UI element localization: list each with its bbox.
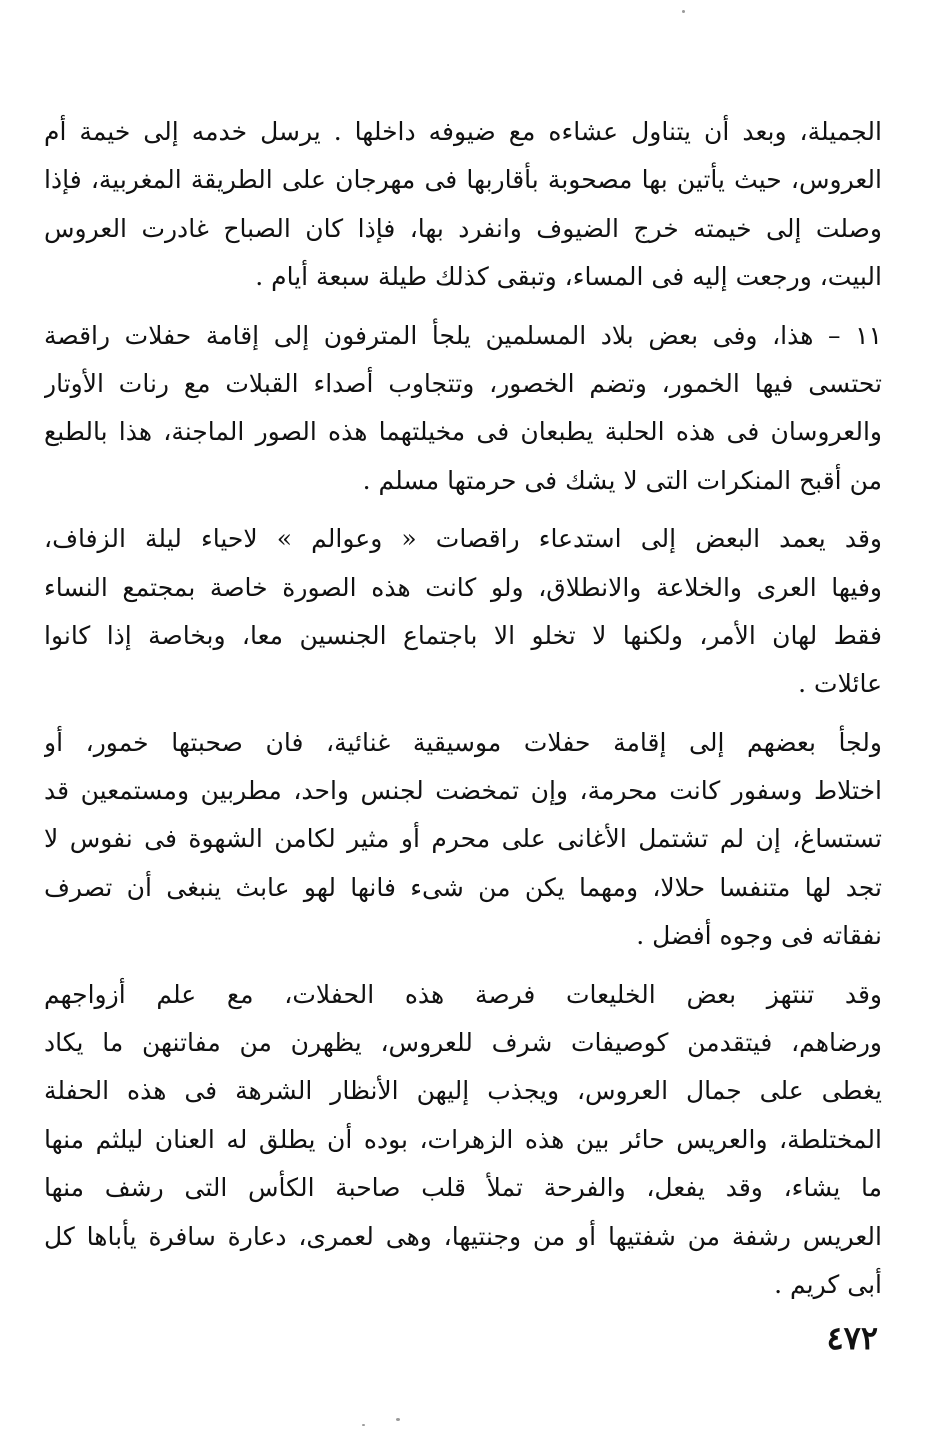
scan-speck — [682, 10, 685, 13]
text-line: عائلات . — [798, 669, 882, 699]
text-line: اختلاط وسفور كانت محرمة، وإن تمخضت لجنس واحد، مطربين ومستمعين قد — [44, 776, 882, 806]
text-line: ما يشاء، وقد يفعل، والفرحة تملأ قلب صاحبة الكأس التى رشف منها — [44, 1173, 882, 1203]
page-number: ٤٧٢ — [826, 1319, 878, 1357]
text-line: نفقاته فى وجوه أفضل . — [636, 921, 882, 951]
text-line: تحتسى فيها الخمور، وتضم الخصور، وتتجاوب أصداء القبلات مع رنات الأوتار — [44, 368, 882, 398]
text-line: تجد لها متنفسا حلالا، ومهما يكن من شىء فانها لهو عابث ينبغى أن تصرف — [44, 872, 882, 902]
text-line: والعروسان فى هذه الحلبة يطبعان فى مخيلتهما هذه الصور الماجنة، هذا بالطبع — [44, 417, 882, 447]
paragraph-dancers — [44, 515, 882, 709]
text-line: فقط لهان الأمر، ولكنها لا تخلو الا باجتماع الجنسين معا، وبخاصة إذا كانوا — [44, 620, 882, 650]
text-line: وصلت إلى خيمته خرج الضيوف وانفرد بها، فإذا كان الصباح غادرت العروس — [44, 213, 882, 243]
text-line: الجميلة، وبعد أن يتناول عشاءه مع ضيوفه داخلها . يرسل خدمه إلى خيمة أم — [44, 117, 882, 146]
text-line: المختلطة، والعريس حائر بين هذه الزهرات، بوده أن يطلق له العنان ليلثم منها — [44, 1124, 882, 1154]
scan-speck — [362, 1424, 365, 1426]
paragraph-wedding-customs — [44, 108, 882, 302]
text-line: تستساغ، إن لم تشتمل الأغانى على محرم أو مثير لكامن الشهوة فى نفوس لا — [44, 824, 882, 854]
paragraph-music-parties — [44, 719, 882, 961]
text-line: ورضاهم، فيتقدمن كوصيفات شرف للعروس، يظهرن من مفاتنهن ما يكاد — [44, 1028, 882, 1058]
text-line: العروس، حيث يأتين بها مصحوبة بأقاربها فى مهرجان على الطريقة المغربية، فإذا — [44, 165, 882, 195]
text-line: من أقبح المنكرات التى لا يشك فى حرمتها مسلم . — [362, 465, 882, 495]
text-line: وقد يعمد البعض إلى استدعاء راقصات « وعوالم » لاحياء ليلة الزفاف، — [44, 524, 882, 554]
text-line: وفيها العرى والخلاعة والانطلاق، ولو كانت هذه الصورة خاصة بمجتمع النساء — [44, 572, 882, 602]
text-line: ولجأ بعضهم إلى إقامة حفلات موسيقية غنائية، فان صحبتها خمور، أو — [44, 727, 882, 757]
paragraph-11-dance-parties — [44, 312, 882, 506]
text-line: ١١ – هذا، وفى بعض بلاد المسلمين يلجأ المترفون إلى إقامة حفلات راقصة — [44, 320, 882, 350]
text-line: البيت، ورجعت إليه فى المساء، وتبقى كذلك طيلة سبعة أيام . — [255, 262, 882, 292]
paragraph-bridesmaids — [44, 971, 882, 1310]
text-line: العريس رشفة من شفتيها أو من وجنتيها، وهى لعمرى، دعارة سافرة يأباها كل — [44, 1221, 882, 1251]
text-line: أبى كريم . — [774, 1269, 882, 1299]
text-line: وقد تنتهز بعض الخليعات فرصة هذه الحفلات، مع علم أزواجهم — [44, 979, 882, 1009]
page-body — [44, 108, 882, 1319]
text-line: يغطى على جمال العروس، ويجذب إليهن الأنظار الشرهة فى هذه الحفلة — [44, 1076, 882, 1106]
scan-speck — [396, 1418, 400, 1421]
